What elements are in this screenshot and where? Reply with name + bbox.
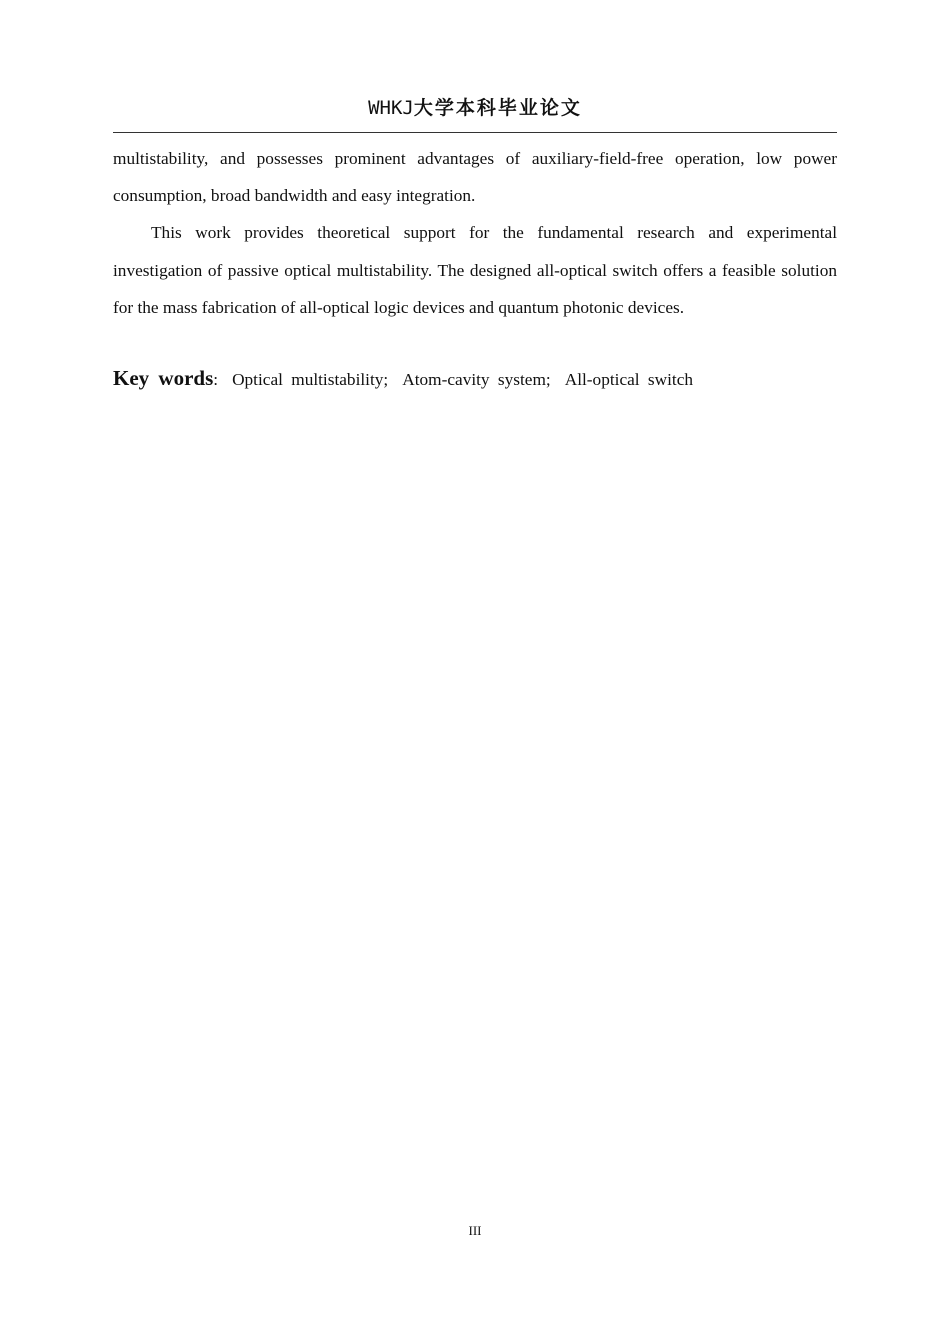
keyword-item: Optical multistability <box>232 370 384 389</box>
keywords-colon: : <box>213 370 219 389</box>
abstract-paragraph: This work provides theoretical support for the fundamental research and experimental investigation of passive optical multistability. The designed all-optical switch offers a feasible solution for the mass fabrication of all-optical logic devices and quantum photonic devices. <box>113 223 837 317</box>
keywords-line <box>113 362 837 396</box>
keyword-separator: ; <box>545 370 551 389</box>
running-header <box>113 94 837 122</box>
abstract-paragraph-continued: multistability, and possesses prominent advantages of auxiliary-field-free operation, low power consumption, broad bandwidth and easy integration. <box>113 149 837 206</box>
keyword-item: Atom-cavity system <box>402 370 546 389</box>
header-thesis-title: 大学本科毕业论文 <box>413 97 582 119</box>
keyword-item: All-optical switch <box>564 370 694 389</box>
abstract-body <box>113 140 837 326</box>
page-number: III <box>468 1223 482 1238</box>
header-rule <box>113 132 837 133</box>
header-university-code: WHKJ <box>368 97 414 119</box>
keywords-label: Key words <box>113 366 214 390</box>
keyword-separator: ; <box>383 370 389 389</box>
